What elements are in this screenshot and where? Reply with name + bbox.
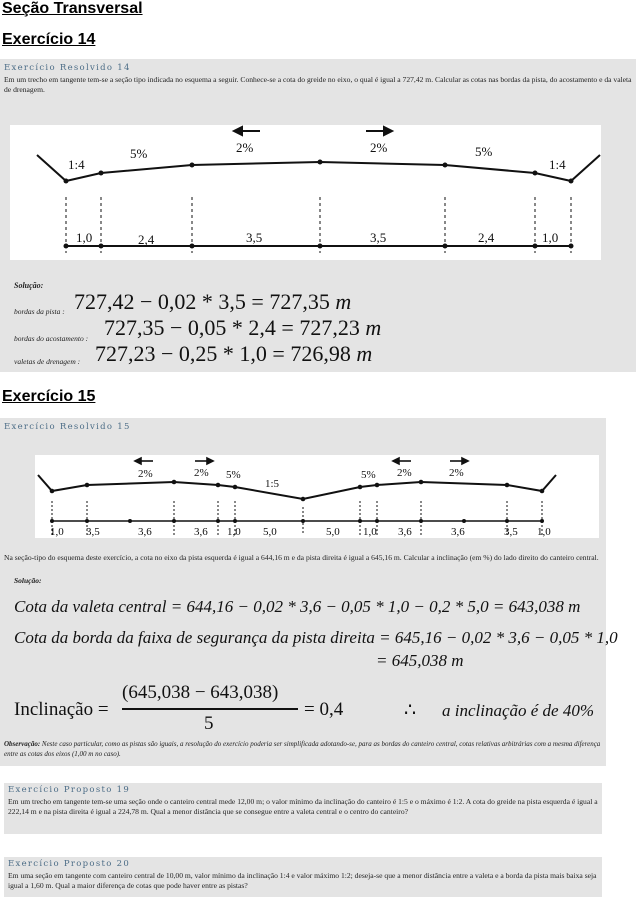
ex15-dim-6: 5,0 — [263, 526, 277, 538]
ex15-slope-3: 5% — [226, 469, 241, 481]
ex15-box — [0, 418, 618, 766]
ex15-conclusion: a inclinação é de 40% — [442, 701, 595, 720]
ep20-title: Exercício Proposto 20 — [8, 859, 131, 869]
ex14-slope-3: 2% — [236, 140, 254, 155]
ex15-dim-2: 3,5 — [86, 526, 100, 538]
ex15-incl-result: = 0,4 — [304, 699, 344, 720]
ep19-box — [4, 783, 602, 834]
ex14-cross-section — [10, 125, 601, 260]
ex14-solution-label: Solução: — [14, 281, 44, 290]
ex14-slope-1: 1:4 — [68, 157, 85, 172]
ex15-text: Na seção-tipo do esquema deste exercício, a cota no eixo da pista esquerda é igual a 644,16 m e da pista direita é igual a 645,16 m. Calcular a inclinação (em %) do lado direito do canteiro central. — [4, 553, 599, 562]
ex14-slope-2: 5% — [130, 146, 148, 161]
ex14-eq-1: 727,42 − 0,02 * 3,5 = 727,35 m — [74, 289, 352, 314]
ex14-label-3: valetas de drenagem : — [14, 357, 81, 366]
ep20-text: Em uma seção em tangente com canteiro central de 10,00 m, valor mínimo da inclinação 1:4 e valor máximo 1:2; deseja-se que a menor distância entre a valeta e a borda da pista mais baixa seja igual a 1,60 m. Qual a maior diferença de cotas que pode haver entre as pistas? — [8, 871, 597, 890]
ep20-box — [4, 857, 602, 897]
ex15-title: Exercício Resolvido 15 — [4, 422, 131, 432]
ex14-dim-1: 1,0 — [76, 230, 93, 245]
ex14-box — [0, 59, 636, 372]
ex15-slope-1: 2% — [138, 468, 153, 480]
ex14-slope-6: 1:4 — [549, 157, 566, 172]
ex14-label-2: bordas do acostamento : — [14, 334, 89, 343]
ex15-incl-denominator: 5 — [204, 713, 214, 734]
ex14-dim-4: 3,5 — [370, 230, 387, 245]
ex15-dim-11: 3,5 — [504, 526, 518, 538]
ex14-heading: Exercício 14 — [2, 31, 96, 48]
ex15-dim-10: 3,6 — [451, 526, 465, 538]
ex15-eq-2: Cota da borda da faixa de segurança da pista direita = 645,16 − 0,02 * 3,6 − 0,05 * 1,0 — [14, 628, 618, 647]
ex15-heading: Exercício 15 — [2, 388, 96, 405]
ex15-dim-8: 1,0 — [363, 526, 377, 538]
ep19-text: Em um trecho em tangente tem-se uma seção onde o canteiro central mede 12,00 m; o valor mínimo da inclinação do canteiro é 1:5 e o máximo é 1:2. A cota do greide na pista esquerda é igual a 222,14 m e na pista direita é igual a 224,78 m. Qual a menor distância que se consegue entre a valeta central e o centro do canteiro? — [8, 797, 598, 816]
ex15-slope-7: 2% — [449, 467, 464, 479]
ex14-eq-2: 727,35 − 0,05 * 2,4 = 727,23 m — [104, 315, 382, 340]
ex14-dim-3: 3,5 — [246, 230, 263, 245]
ex15-observation: Observação: Neste caso particular, como as pistas são iguais, a resolução do exercício poderia ser simplificada adotando-se, para as bordas do canteiro central, cotas relativas arbitrárias com a mesma diferença entre as cotas dos eixos (1,00 m no caso). — [4, 740, 601, 758]
ex15-slope-4: 1:5 — [265, 478, 280, 490]
section-title: Seção Transversal — [2, 0, 143, 17]
ex15-cross-section — [35, 455, 599, 538]
ex15-eq-2b: = 645,038 m — [376, 651, 464, 670]
ex15-eq-1: Cota da valeta central = 644,16 − 0,02 * 3,6 − 0,05 * 1,0 − 0,2 * 5,0 = 643,038 m — [14, 597, 581, 616]
ex15-incl-label: Inclinação = — [14, 699, 109, 720]
ex15-fraction-bar — [122, 708, 298, 710]
ex15-solution-label: Solução: — [14, 576, 42, 585]
ex15-dim-3: 3,6 — [138, 526, 152, 538]
ex15-slope-5: 5% — [361, 469, 376, 481]
ex14-dim-2: 2,4 — [138, 232, 155, 247]
ex15-slope-6: 2% — [397, 467, 412, 479]
ex14-slope-5: 5% — [475, 144, 493, 159]
ex14-dim-5: 2,4 — [478, 230, 495, 245]
ex14-slope-4: 2% — [370, 140, 388, 155]
ex15-therefore: ∴ — [404, 700, 417, 721]
ex15-incl-numerator: (645,038 − 643,038) — [122, 682, 279, 703]
ep19-title: Exercício Proposto 19 — [8, 785, 131, 795]
ex14-figure — [10, 125, 601, 260]
ex14-text: Em um trecho em tangente tem-se a seção tipo indicada no esquema a seguir. Conhece-se a cota do greide no eixo, o qual é igual a 727,42 m. Calcular as cotas nas bordas da pista, do acostamento e da valeta de drenagem. — [4, 75, 632, 94]
ex14-dim-6: 1,0 — [542, 230, 559, 245]
ex15-dim-1: 1,0 — [50, 526, 64, 538]
ex15-slope-2: 2% — [194, 467, 209, 479]
ex14-eq-3: 727,23 − 0,25 * 1,0 = 726,98 m — [95, 341, 373, 366]
ex15-dim-12: 1,0 — [537, 526, 551, 538]
ex14-title: Exercício Resolvido 14 — [4, 63, 131, 73]
ex15-dim-7: 5,0 — [326, 526, 340, 538]
ex15-dim-5: 1,0 — [227, 526, 241, 538]
ex15-dim-9: 3,6 — [398, 526, 412, 538]
ex15-dim-4: 3,6 — [194, 526, 208, 538]
ex15-figure — [35, 455, 599, 538]
ex14-label-1: bordas da pista : — [14, 307, 65, 316]
